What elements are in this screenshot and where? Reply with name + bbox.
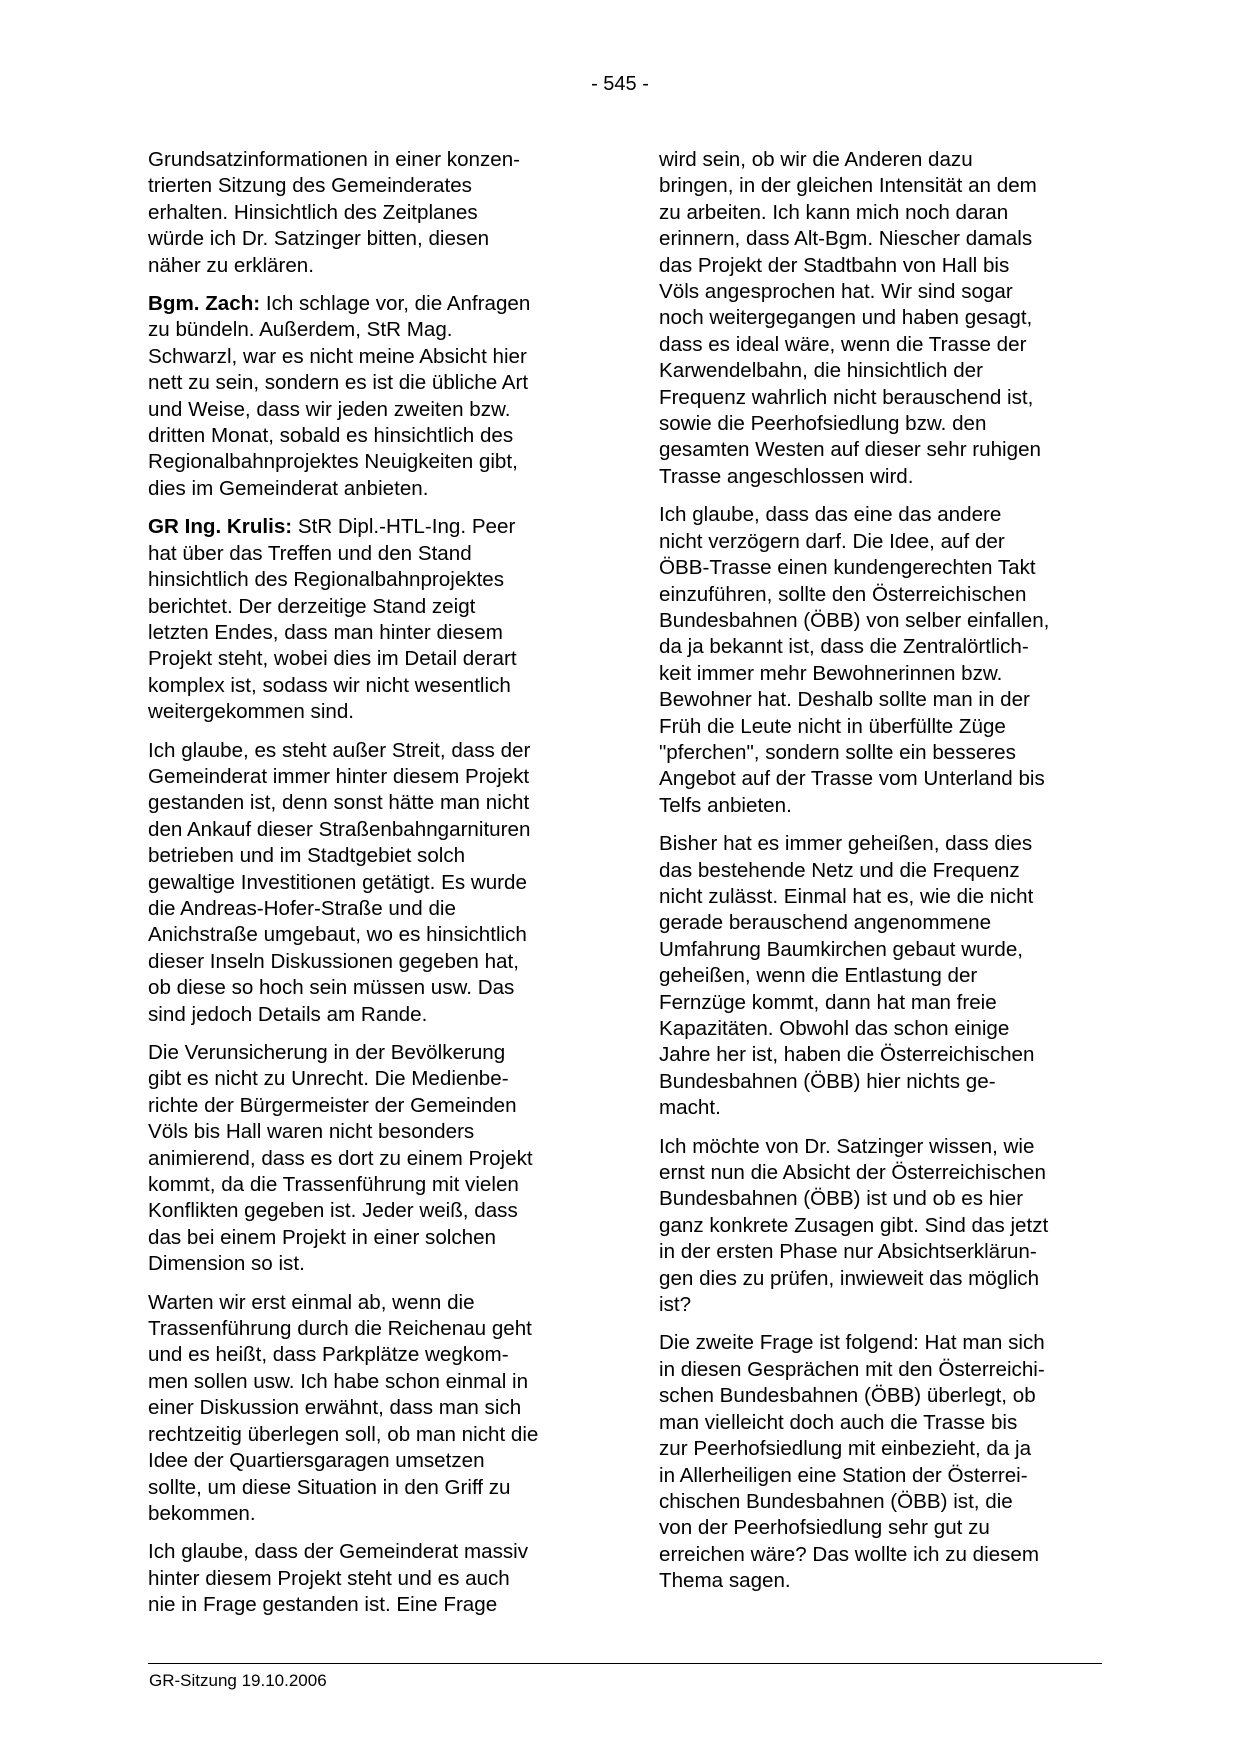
paragraph: Die zweite Frage ist folgend: Hat man sich in diesen Gesprächen mit den Österreichi- schen Bundesbahnen (ÖBB) überlegt, ob man vielleicht doch auch die Trasse bis zur Peerhofsiedlung mit einbezieht, da ja in Allerheiligen eine Station der Österrei- chischen Bundesbahnen (ÖBB) ist, die von der Peerhofsiedlung sehr gut zu erreichen wäre? Das wollte ich zu diesem Thema sagen. (659, 1331, 1045, 1593)
paragraph: Ich glaube, dass der Gemeinderat massiv hinter diesem Projekt steht und es auch nie in Frage gestanden ist. Eine Frage (148, 1540, 529, 1617)
paragraph-text: Ich schlage vor, die Anfragen zu bündeln. Außerdem, StR Mag. Schwarzl, war es nicht meine Absicht hier nett zu sein, sondern es ist die übliche Art und Weise, dass wir jeden zweiten bzw. dritten Monat, sobald es hinsichtlich des Regionalbahnprojektes Neuigkeiten gibt, dies im Gemeinderat anbieten. (148, 292, 531, 500)
page-number: - 545 - (591, 73, 649, 95)
paragraph: Ich glaube, es steht außer Streit, dass der Gemeinderat immer hinter diesem Projekt gestanden ist, denn sonst hätte man nicht den Ankauf dieser Straßenbahngarnituren betrieben und im Stadtgebiet solch gewaltige Investitionen getätigt. Es wurde die Andreas-Hofer-Straße und die Anichstraße umgebaut, wo es hinsichtlich dieser Inseln Diskussionen gegeben hat, ob diese so hoch sein müssen usw. Das sind jedoch Details am Rande. (148, 738, 531, 1026)
paragraph: Die Verunsicherung in der Bevölkerung gibt es nicht zu Unrecht. Die Medienbe- richte der Bürgermeister der Gemeinden Völs bis Hall waren nicht besonders animierend, dass es dort zu einem Projekt kommt, da die Trassenführung mit vielen Konflikten gegeben ist. Jeder weiß, dass das bei einem Projekt in einer solchen Dimension so ist. (148, 1041, 533, 1276)
speaker-label: GR Ing. Krulis: (148, 515, 293, 539)
paragraph: Ich möchte von Dr. Satzinger wissen, wie ernst nun die Absicht der Österreichischen Bundesbahnen (ÖBB) ist und ob es hier ganz konkrete Zusagen gibt. Sind das jetzt in der ersten Phase nur Absichtserklärun- gen dies zu prüfen, inwieweit das möglich ist? (659, 1134, 1049, 1317)
paragraph: wird sein, ob wir die Anderen dazu bringen, in der gleichen Intensität an dem zu arbeiten. Ich kann mich noch daran erinnern, dass Alt-Bgm. Niescher damals das Projekt der Stadtbahn von Hall bis Völs angesprochen hat. Wir sind sogar noch weitergegangen und haben gesagt, dass es ideal wäre, wenn die Trasse der Karwendelbahn, die hinsichtlich der Frequenz wahrlich nicht berauschend ist, sowie die Peerhofsiedlung bzw. den gesamten Westen auf dieser sehr ruhigen Trasse angeschlossen wird. (659, 148, 1041, 488)
right-column (659, 147, 1115, 1607)
paragraph-speaker-zach (148, 291, 588, 502)
paragraph: Grundsatzinformationen in einer konzen- trierten Sitzung des Gemeinderates erhalten. Hinsichtlich des Zeitplanes würde ich Dr. Satzinger bitten, diesen näher zu erklären. (148, 148, 521, 277)
left-column (148, 147, 588, 1631)
paragraph: Ich glaube, dass das eine das andere nicht verzögern darf. Die Idee, auf der ÖBB-Trasse einen kundengerechten Takt einzuführen, sollte den Österreichischen Bundesbahnen (ÖBB) von selber einfallen, da ja bekannt ist, dass die Zentralörtlich- keit immer mehr Bewohnerinnen bzw. Bewohner hat. Deshalb sollte man in der Früh die Leute nicht in überfüllte Züge "pferchen", sondern sollte ein besseres Angebot auf der Trasse vom Unterland bis Telfs anbieten. (659, 503, 1050, 817)
footer-session-date: GR-Sitzung 19.10.2006 (149, 1671, 327, 1690)
paragraph: Warten wir erst einmal ab, wenn die Trassenführung durch die Reichenau geht und es heißt, dass Parkplätze wegkom- men sollen usw. Ich habe schon einmal in einer Diskussion erwähnt, dass man sich rechtzeitig überlegen soll, ob man nicht die Idee der Quartiersgaragen umsetzen sollte, um diese Situation in den Griff zu bekommen. (148, 1290, 539, 1525)
paragraph-text: StR Dipl.-HTL-Ing. Peer hat über das Treffen und den Stand hinsichtlich des Regionalbahnprojektes berichtet. Der derzeitige Stand zeigt letzten Endes, dass man hinter diesem Projekt steht, wobei dies im Detail derart komplex ist, sodass wir nicht wesentlich weitergekommen sind. (148, 515, 517, 724)
footer-divider (148, 1663, 1102, 1664)
speaker-label: Bgm. Zach: (148, 292, 261, 316)
paragraph-speaker-krulis (148, 514, 588, 725)
paragraph: Bisher hat es immer geheißen, dass dies das bestehende Netz und die Frequenz nicht zulässt. Einmal hat es, wie die nicht gerade berauschend angenommene Umfahrung Baumkirchen gebaut wurde, geheißen, wenn die Entlastung der Fernzüge kommt, dann hat man freie Kapazitäten. Obwohl das schon einige Jahre her ist, haben die Österreichischen Bundesbahnen (ÖBB) hier nichts ge- macht. (659, 832, 1035, 1120)
